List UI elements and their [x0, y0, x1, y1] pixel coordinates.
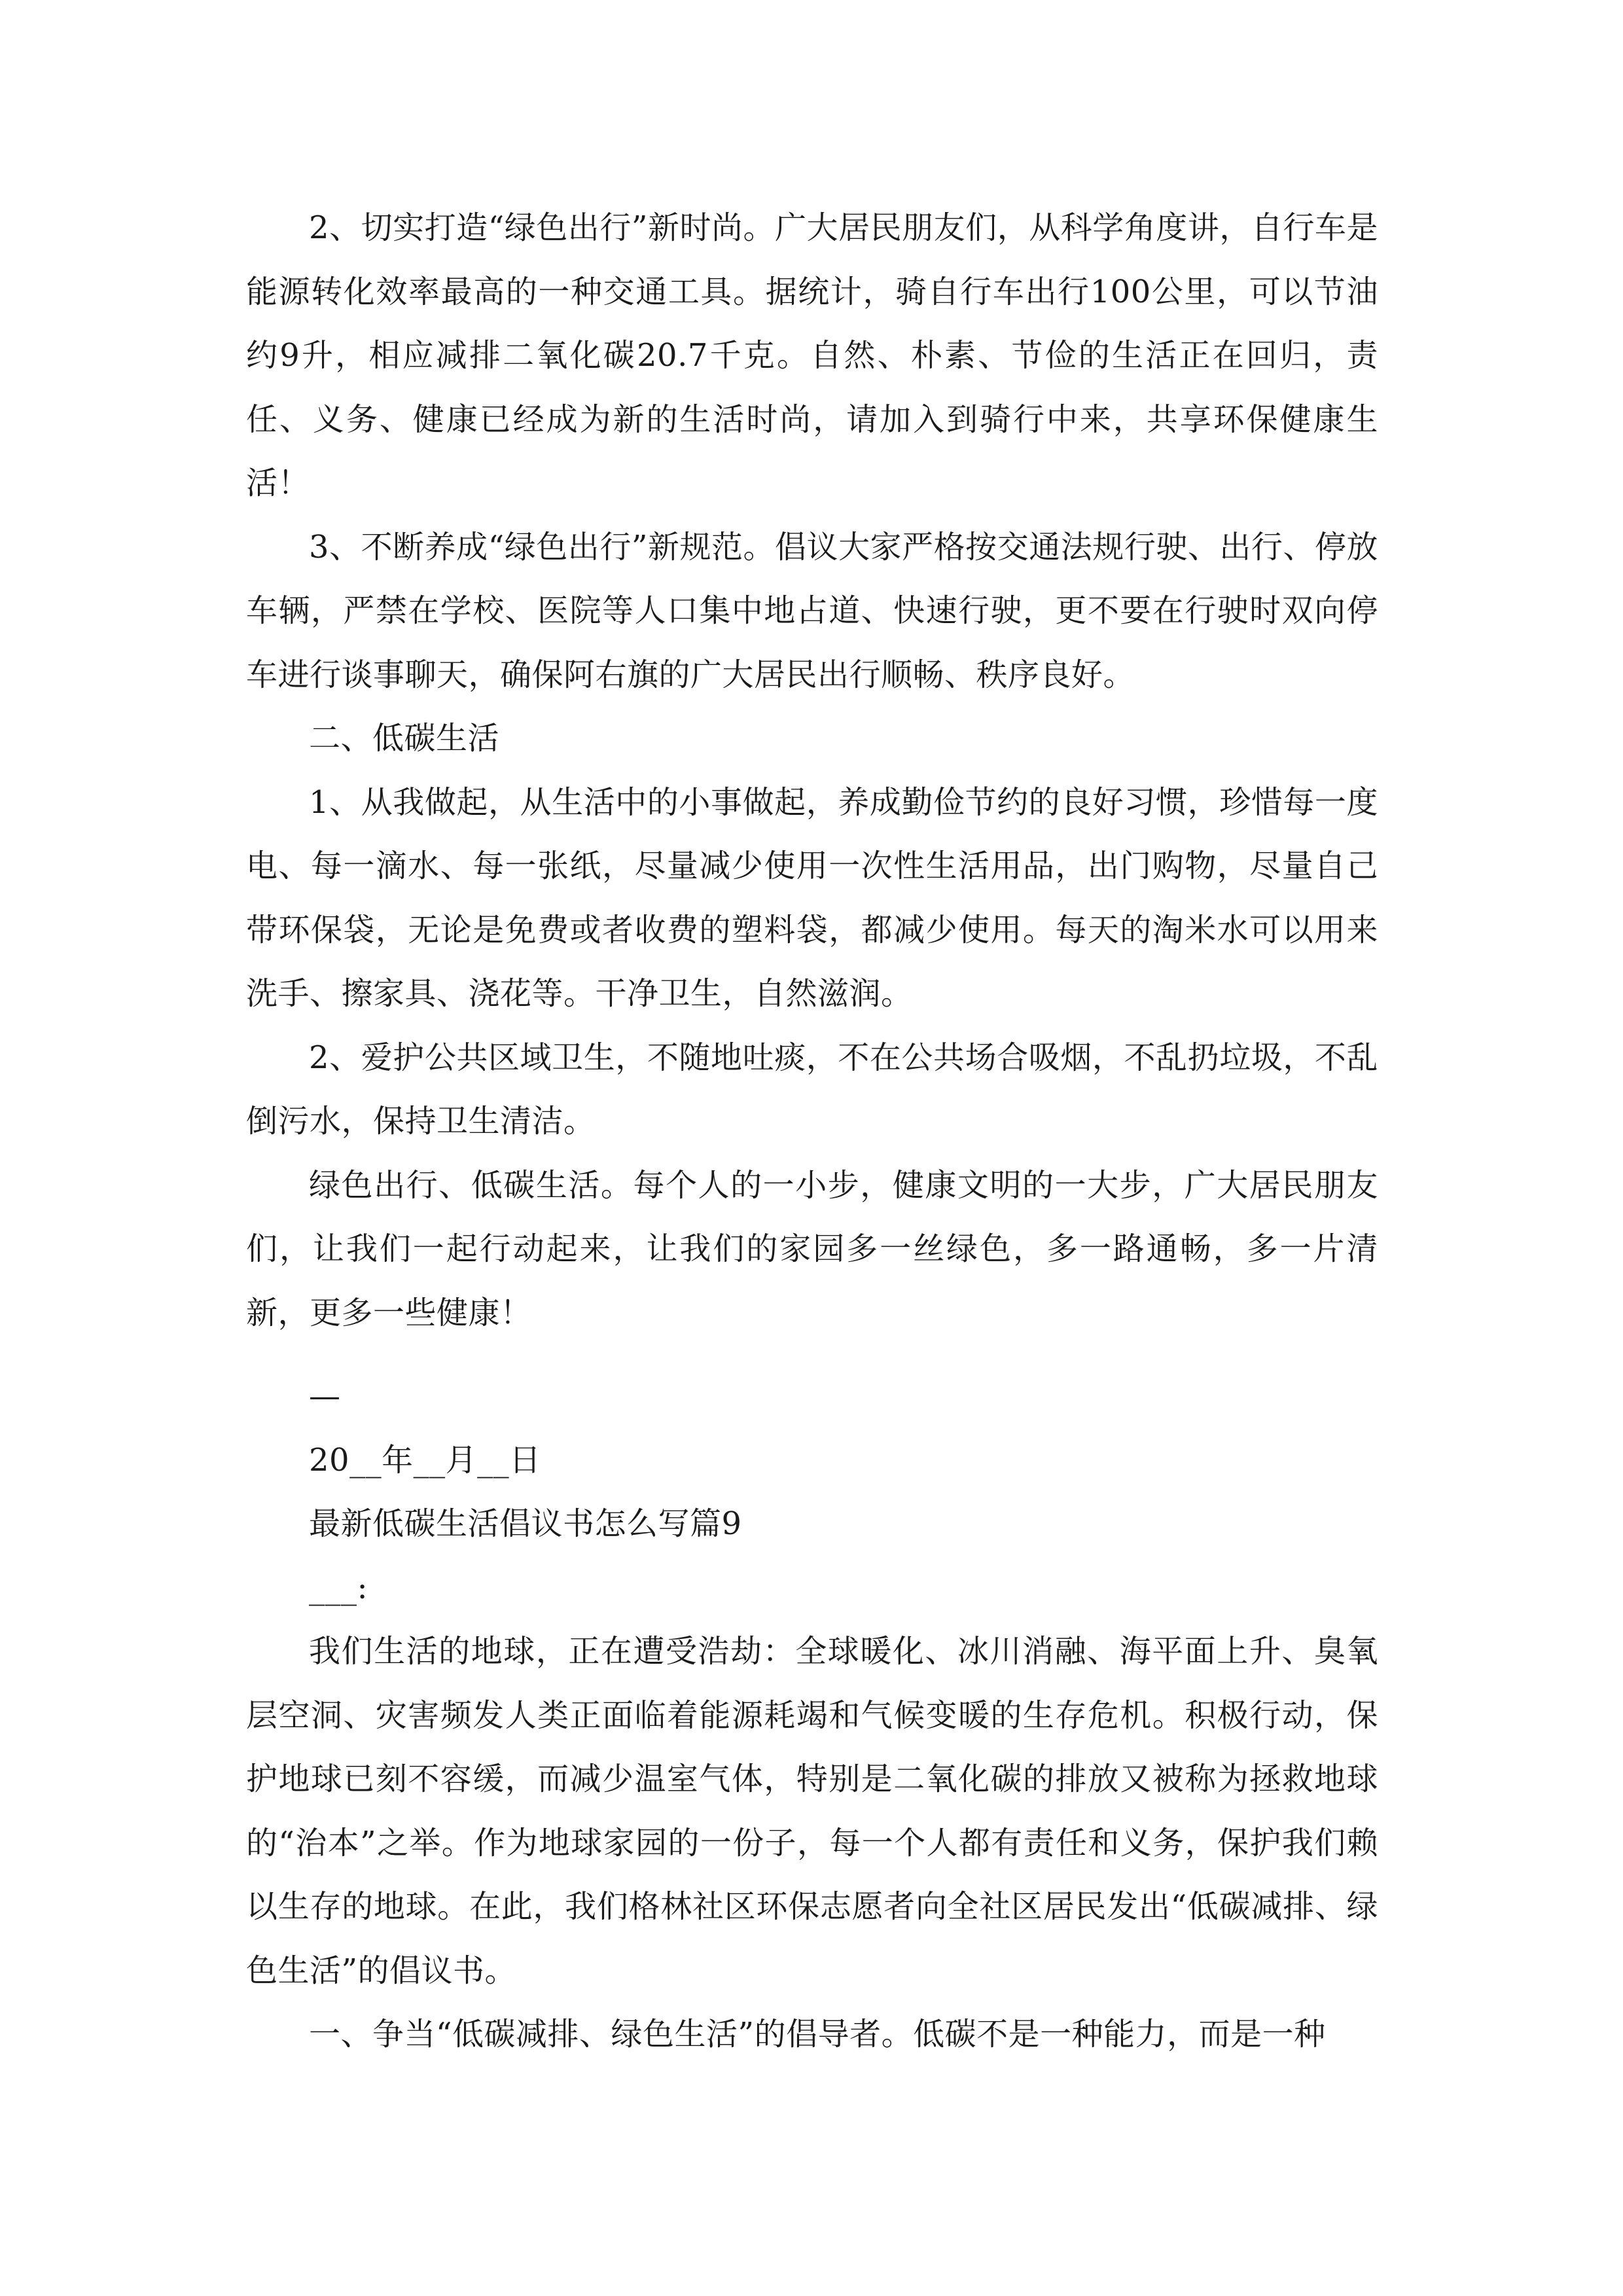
- paragraph-closing-call: 绿色出行、低碳生活。每个人的一小步，健康文明的一大步，广大居民朋友们，让我们一起行动起来，让我们的家园多一丝绿色，多一路通畅，多一片清新，更多一些健康！: [246, 1166, 1378, 1331]
- paragraph-green-travel-trend: 2、切实打造“绿色出行”新时尚。广大居民朋友们，从科学角度讲，自行车是能源转化效率最高的一种交通工具。据统计，骑自行车出行100公里，可以节油约9升，相应减排二氧化碳20.7千克。自然、朴素、节俭的生活正在回归，责任、义务、健康已经成为新的生活时尚，请加入到骑行中来，共享环保健康生活！: [246, 209, 1378, 501]
- paragraph-advocate: 一、争当“低碳减排、绿色生活”的倡导者。低碳不是一种能力，而是一种: [309, 2016, 1326, 2053]
- document-body: [246, 196, 1378, 2067]
- salutation: ___:: [309, 1569, 368, 1606]
- section-title: 最新低碳生活倡议书怎么写篇9: [309, 1505, 742, 1542]
- signature-line: —: [309, 1378, 341, 1414]
- paragraph-start-with-me: 1、从我做起，从生活中的小事做起，养成勤俭节约的良好习惯，珍惜每一度电、每一滴水、每一张纸，尽量减少使用一次性生活用品，出门购物，尽量自己带环保袋，无论是免费或者收费的塑料袋，都减少使用。每天的淘米水可以用来洗手、擦家具、浇花等。干净卫生，自然滋润。: [246, 783, 1378, 1012]
- paragraph-public-hygiene: 2、爱护公共区域卫生，不随地吐痰，不在公共场合吸烟，不乱扔垃圾，不乱倒污水，保持卫生清洁。: [246, 1039, 1378, 1139]
- paragraph-earth-crisis: 我们生活的地球，正在遭受浩劫：全球暖化、冰川消融、海平面上升、臭氧层空洞、灾害频发人类正面临着能源耗竭和气候变暖的生存危机。积极行动，保护地球已刻不容缓，而减少温室气体，特别是二氧化碳的排放又被称为拯救地球的“治本”之举。作为地球家园的一份子，每一个人都有责任和义务，保护我们赖以生存的地球。在此，我们格林社区环保志愿者向全社区居民发出“低碳减排、绿色生活”的倡议书。: [246, 1633, 1378, 1989]
- date-line: 20__年__月__日: [309, 1441, 541, 1479]
- section-heading-low-carbon-life: 二、低碳生活: [309, 720, 500, 757]
- paragraph-green-travel-rules: 3、不断养成“绿色出行”新规范。倡议大家严格按交通法规行驶、出行、停放车辆，严禁在学校、医院等人口集中地占道、快速行驶，更不要在行驶时双向停车进行谈事聊天，确保阿右旗的广大居民出行顺畅、秩序良好。: [246, 528, 1378, 693]
